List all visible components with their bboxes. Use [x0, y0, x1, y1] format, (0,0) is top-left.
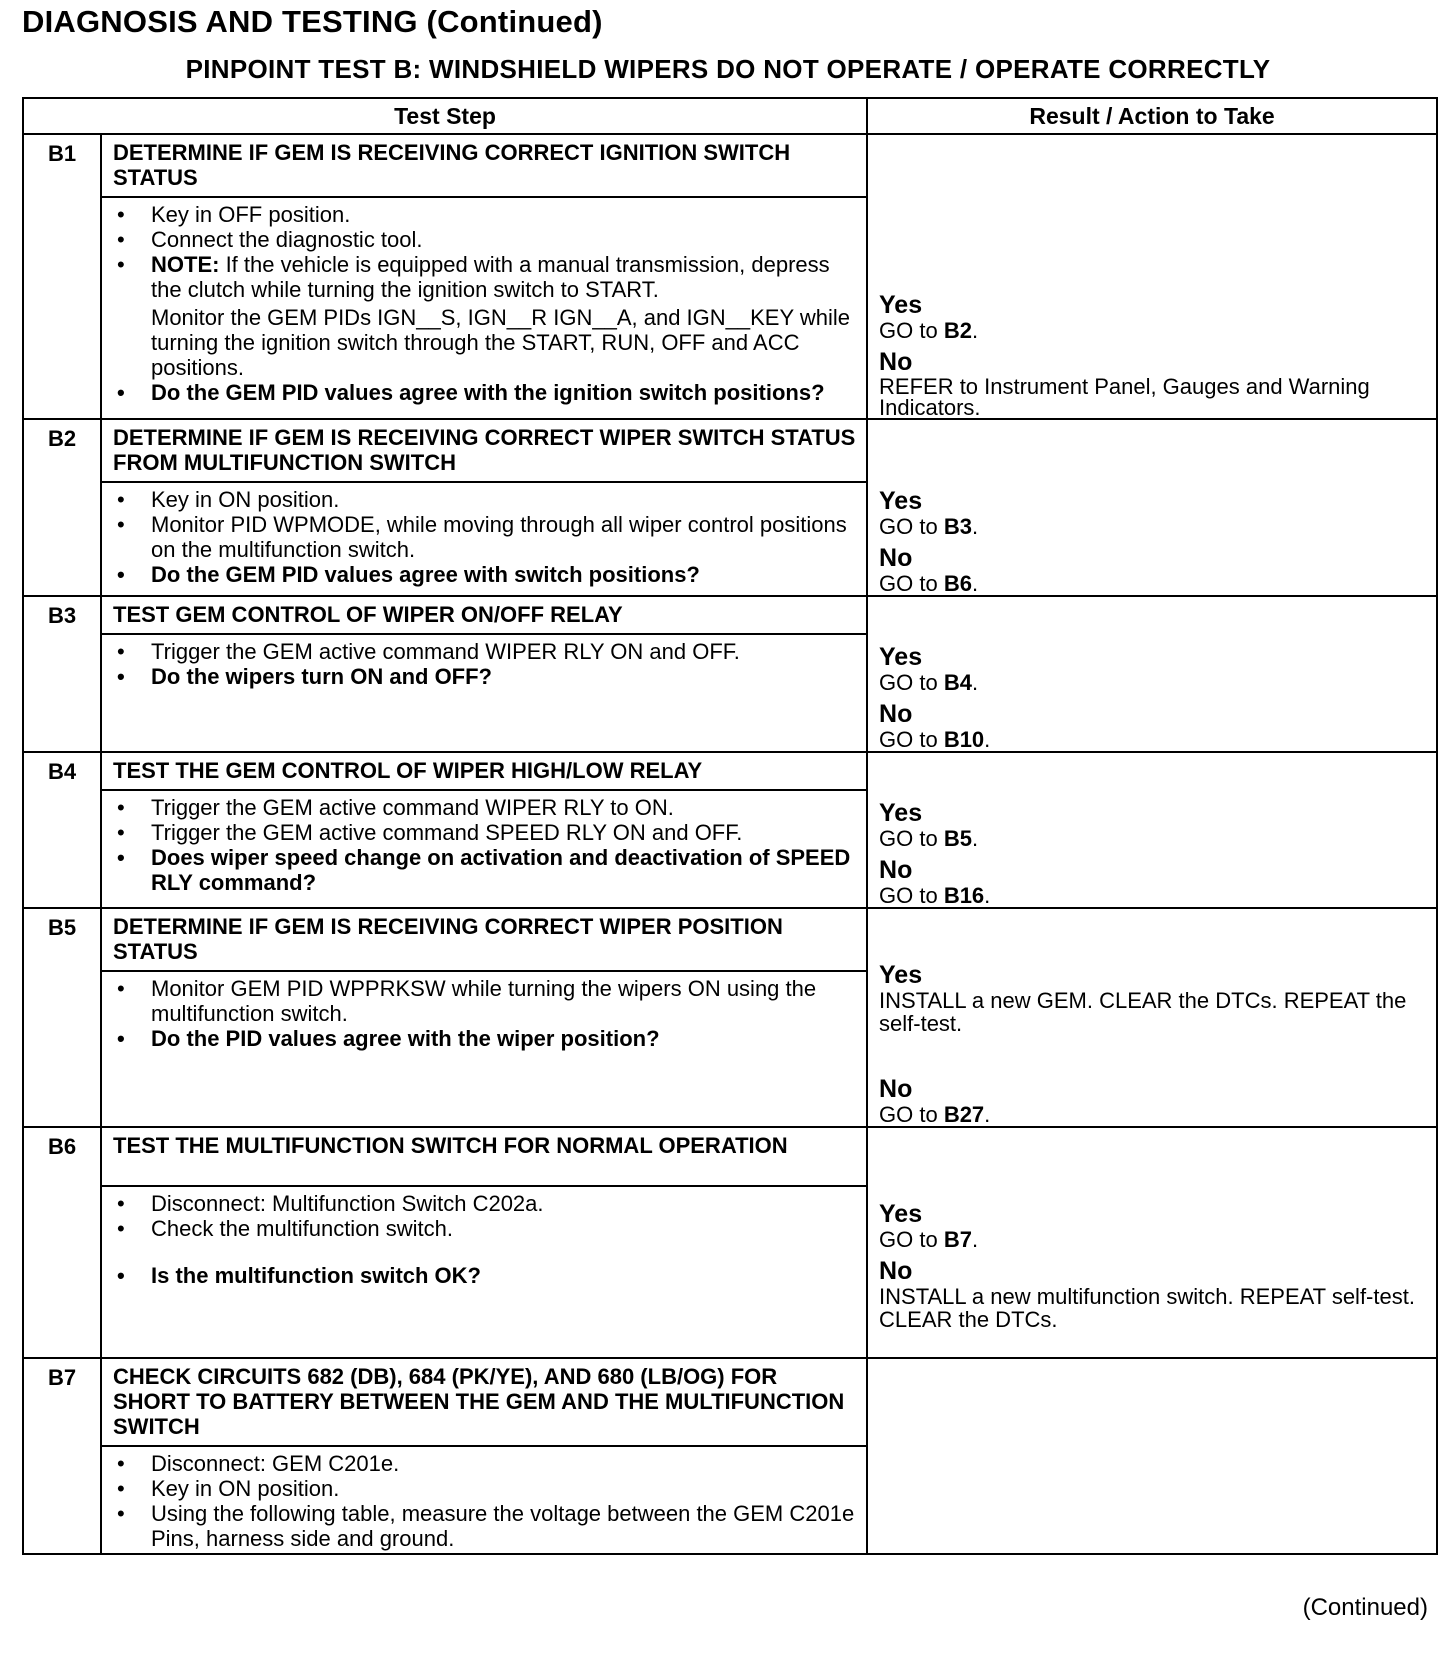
step-bullet: • Key in ON position. [113, 1476, 856, 1501]
result-no-action: INSTALL a new multifunction switch. REPEAT self-test. CLEAR the DTCs. [879, 1284, 1415, 1332]
step-b2-header-row [23, 419, 1437, 482]
step-title: TEST THE GEM CONTROL OF WIPER HIGH/LOW RELAY [101, 752, 867, 790]
step-result [867, 908, 1437, 1127]
step-id: B6 [23, 1127, 101, 1358]
step-body [101, 634, 867, 752]
step-id: B3 [23, 596, 101, 752]
step-body [101, 971, 867, 1127]
step-title: DETERMINE IF GEM IS RECEIVING CORRECT WIPER POSITION STATUS [101, 908, 867, 971]
step-bullet: • Check the multifunction switch. [113, 1216, 856, 1241]
result-no-label: No [879, 1257, 913, 1285]
result-yes-label: Yes [879, 291, 923, 319]
result-no-label: No [879, 544, 913, 572]
step-bullet: • Key in ON position. [113, 487, 856, 512]
result-yes-label: Yes [879, 1200, 923, 1228]
result-no-action: REFER to Instrument Panel, Gauges and Warning Indicators. [879, 374, 1370, 420]
result-yes-action: INSTALL a new GEM. CLEAR the DTCs. REPEAT the self-test. [879, 988, 1407, 1036]
step-question: • Do the GEM PID values agree with switch positions? [113, 562, 856, 587]
step-paragraph: Monitor the GEM PIDs IGN__S, IGN__R IGN__A, and IGN__KEY while turning the ignition switch through the START, RUN, OFF and ACC positions. [151, 305, 850, 380]
result-no-action: GO to B6. [879, 571, 979, 596]
step-bullet: • Disconnect: Multifunction Switch C202a. [113, 1191, 856, 1216]
result-no-label: No [879, 700, 913, 728]
pinpoint-test-table [22, 97, 1438, 1555]
result-no-action: GO to B16. [879, 883, 991, 908]
step-result [867, 1358, 1437, 1554]
continued-label: (Continued) [1302, 1594, 1428, 1621]
step-id: B7 [23, 1358, 101, 1554]
step-question: • Does wiper speed change on activation and deactivation of SPEED RLY command? [113, 845, 856, 895]
result-yes-label: Yes [879, 799, 923, 827]
step-bullet: • Monitor PID WPMODE, while moving through all wiper control positions on the multifunction switch. [113, 512, 856, 562]
pinpoint-test-title: PINPOINT TEST B: WINDSHIELD WIPERS DO NOT OPERATE / OPERATE CORRECTLY [185, 54, 1271, 84]
step-b1-header-row [23, 134, 1437, 197]
result-no-action: GO to B10. [879, 727, 991, 752]
step-b7-header-row [23, 1358, 1437, 1446]
step-title: DETERMINE IF GEM IS RECEIVING CORRECT IGNITION SWITCH STATUS [101, 134, 867, 197]
result-yes-action: GO to B3. [879, 514, 979, 539]
result-no-action: GO to B27. [879, 1102, 991, 1127]
step-question: • Do the GEM PID values agree with the ignition switch positions? [113, 380, 856, 405]
result-no-label: No [879, 348, 913, 376]
step-bullet: • Monitor GEM PID WPPRKSW while turning the wipers ON using the multifunction switch. [113, 976, 856, 1026]
result-no-label: No [879, 1075, 913, 1103]
step-result [867, 752, 1437, 908]
table-header-row [23, 98, 1437, 134]
result-no-label: No [879, 856, 913, 884]
result-yes-action: GO to B4. [879, 670, 979, 695]
step-title: TEST GEM CONTROL OF WIPER ON/OFF RELAY [101, 596, 867, 634]
step-body [101, 1186, 867, 1358]
step-b3-header-row [23, 596, 1437, 634]
step-question: • Do the wipers turn ON and OFF? [113, 664, 856, 689]
step-bullet: • Disconnect: GEM C201e. [113, 1451, 856, 1476]
step-title: DETERMINE IF GEM IS RECEIVING CORRECT WIPER SWITCH STATUS FROM MULTIFUNCTION SWITCH [101, 419, 867, 482]
step-bullet: • Trigger the GEM active command WIPER RLY ON and OFF. [113, 639, 856, 664]
result-yes-label: Yes [879, 961, 923, 989]
step-result [867, 134, 1437, 419]
step-result [867, 1127, 1437, 1358]
step-result [867, 596, 1437, 752]
result-yes-label: Yes [879, 487, 923, 515]
step-question: • Do the PID values agree with the wiper position? [113, 1026, 856, 1051]
step-bullet: • Key in OFF position. [113, 202, 856, 227]
step-bullet: • Trigger the GEM active command SPEED RLY ON and OFF. [113, 820, 856, 845]
step-id: B2 [23, 419, 101, 596]
column-header-test-step: Test Step [23, 98, 867, 134]
page-title: DIAGNOSIS AND TESTING (Continued) [22, 4, 603, 39]
step-bullet: • Trigger the GEM active command WIPER RLY to ON. [113, 795, 856, 820]
step-id: B4 [23, 752, 101, 908]
step-body [101, 197, 867, 419]
result-yes-action: GO to B2. [879, 318, 979, 343]
step-body [101, 482, 867, 596]
step-id: B5 [23, 908, 101, 1127]
step-body [101, 1446, 867, 1554]
step-bullet-note: • NOTE: If the vehicle is equipped with a manual transmission, depress the clutch while turning the ignition switch to START. [113, 252, 856, 302]
step-id: B1 [23, 134, 101, 419]
step-b4-header-row [23, 752, 1437, 790]
step-body [101, 790, 867, 908]
step-bullet: • Using the following table, measure the voltage between the GEM C201e Pins, harness side and ground. [113, 1501, 856, 1551]
step-bullet: • Connect the diagnostic tool. [113, 227, 856, 252]
column-header-result: Result / Action to Take [867, 98, 1437, 134]
result-yes-action: GO to B7. [879, 1227, 979, 1252]
step-b5-header-row [23, 908, 1437, 971]
result-yes-action: GO to B5. [879, 826, 979, 851]
step-title: TEST THE MULTIFUNCTION SWITCH FOR NORMAL OPERATION [101, 1127, 867, 1186]
step-result [867, 419, 1437, 596]
step-question: • Is the multifunction switch OK? [113, 1263, 856, 1288]
step-title: CHECK CIRCUITS 682 (DB), 684 (PK/YE), AND 680 (LB/OG) FOR SHORT TO BATTERY BETWEEN THE GEM AND THE MULTIFUNCTION SWITCH [101, 1358, 867, 1446]
result-yes-label: Yes [879, 643, 923, 671]
step-b6-header-row [23, 1127, 1437, 1186]
